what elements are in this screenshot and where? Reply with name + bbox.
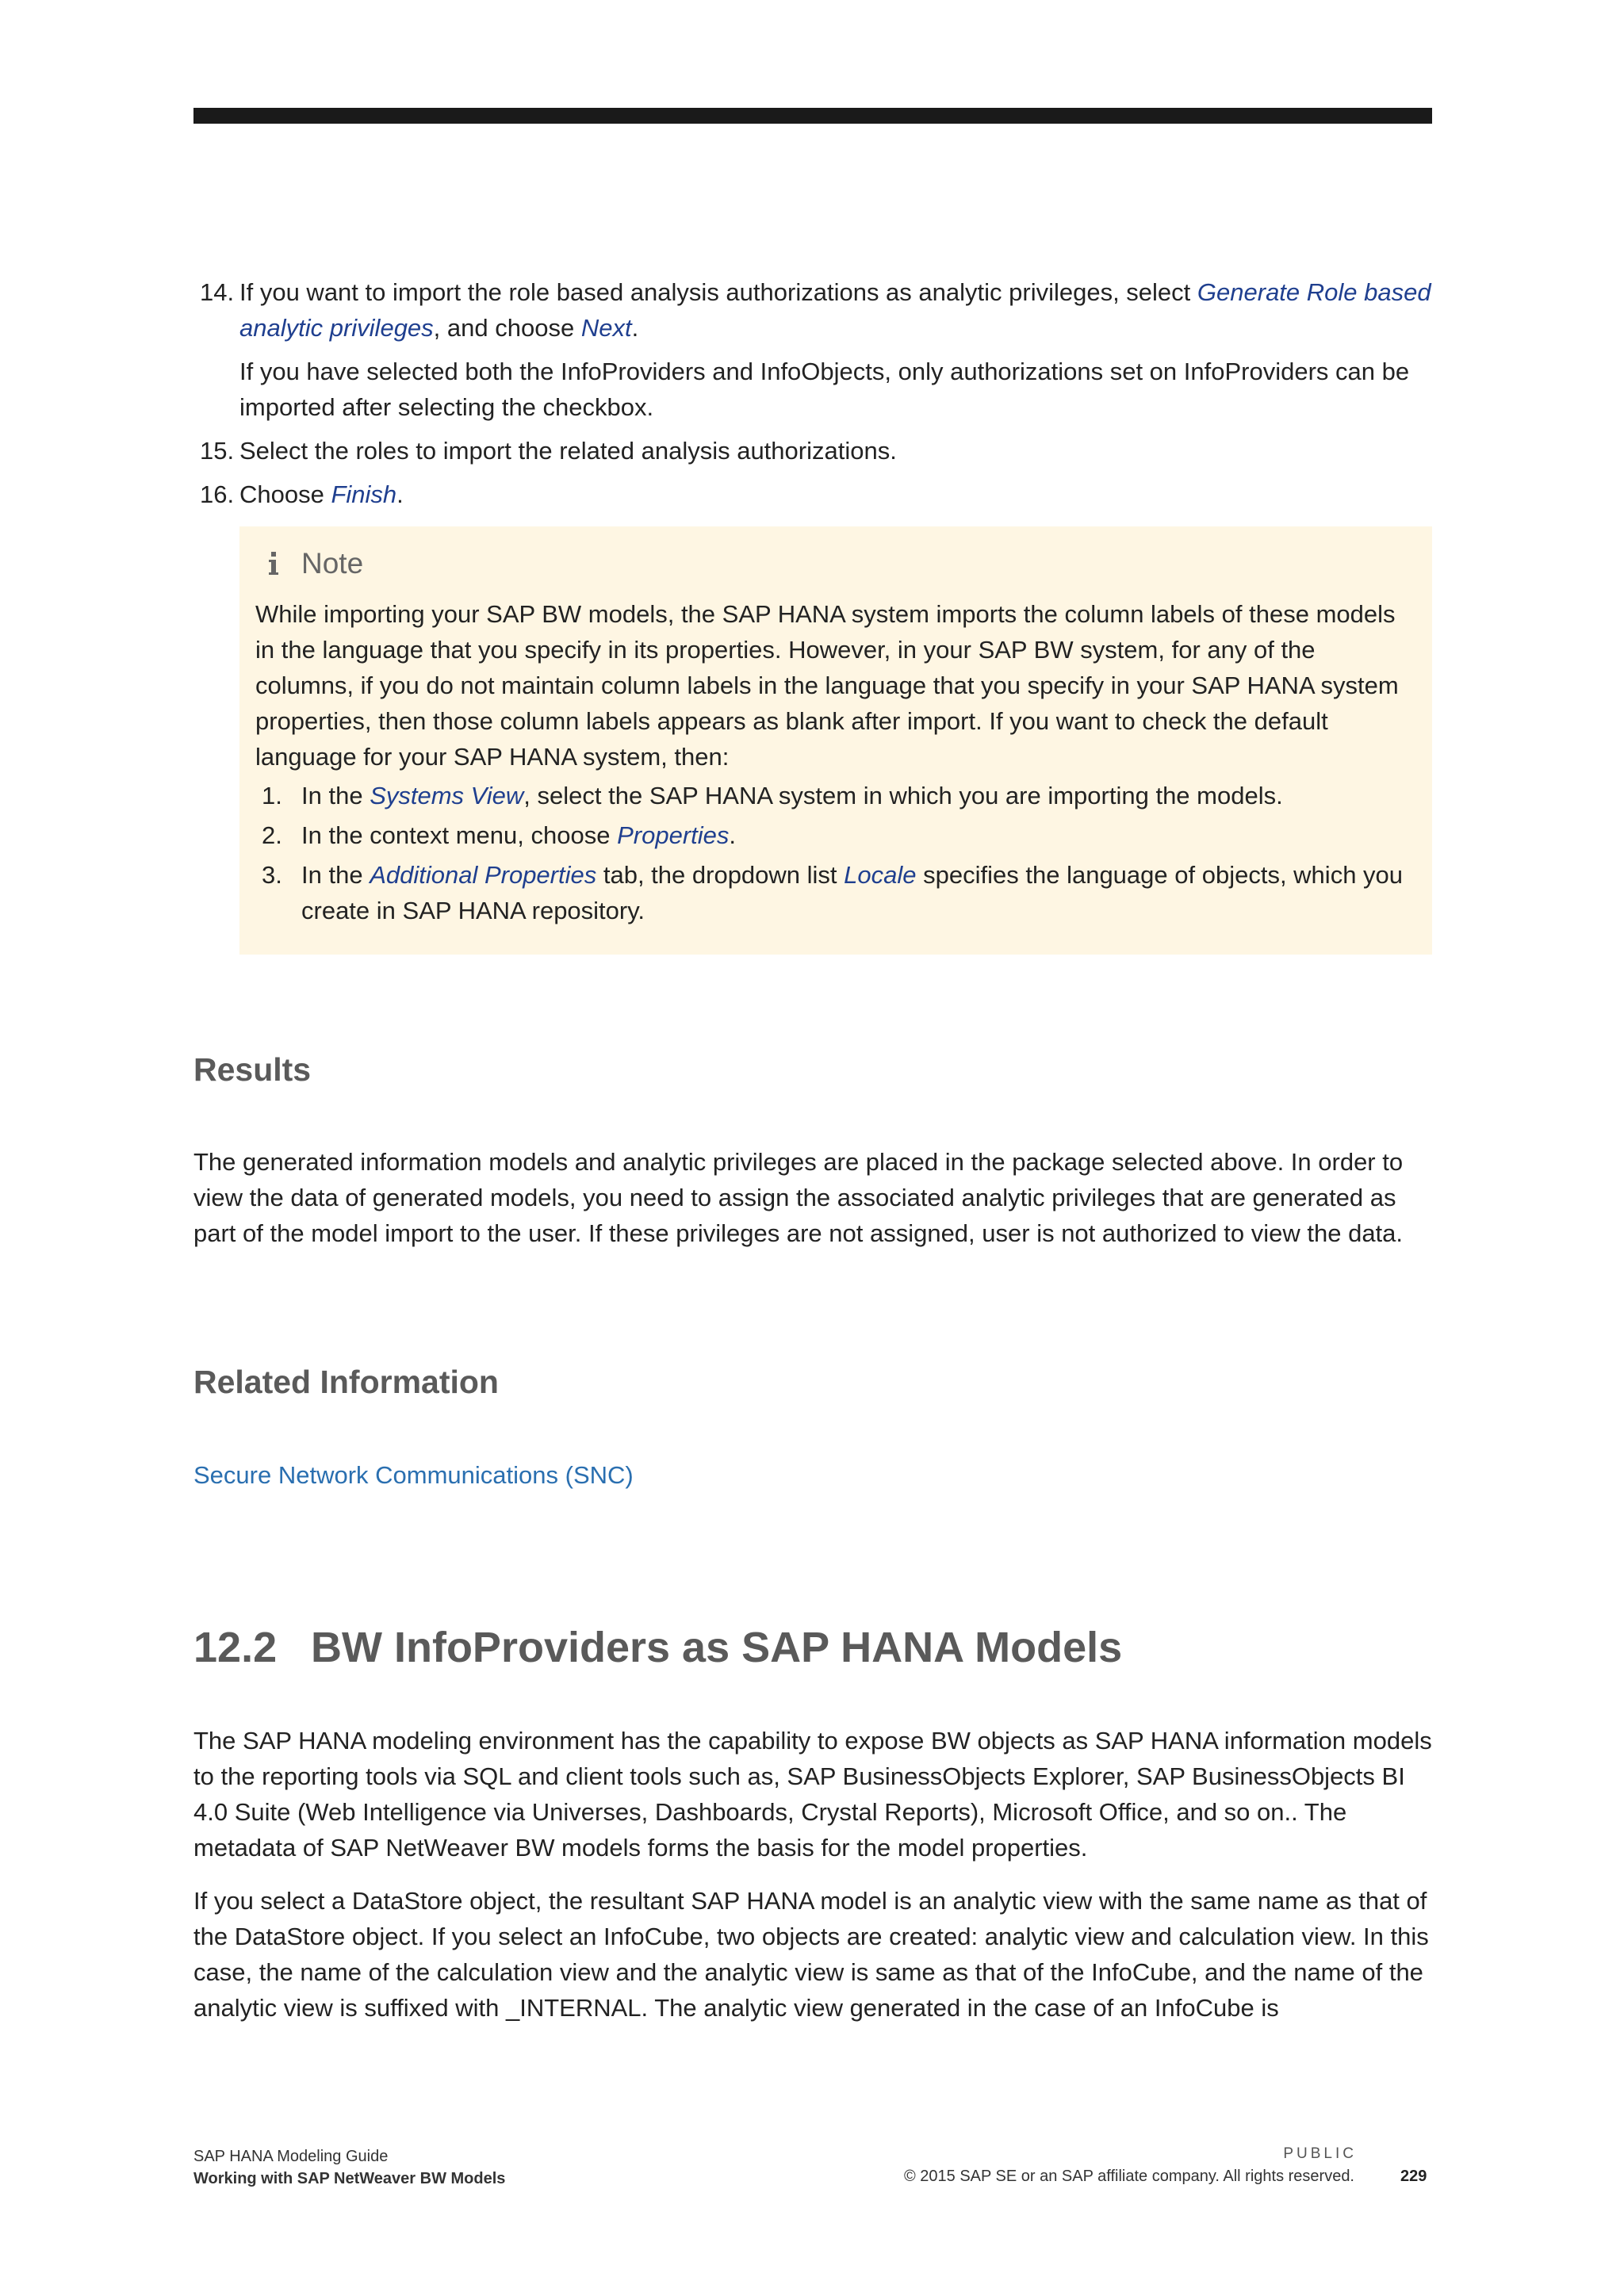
- ui-term-locale: Locale: [844, 861, 917, 889]
- results-heading: Results: [193, 1051, 312, 1088]
- section-paragraph-2: If you select a DataStore object, the resultant SAP HANA model is an analytic view with the same name as that of the DataStore object. If you select an InfoCube, two objects are created: analytic view and calculation view. In this case, the name of the calculation view and the analytic view is same as that of the InfoCube, and the name of the analytic view is suffixed with _INTERNAL. The analytic view generated in the case of an InfoCube is: [193, 1887, 1429, 2022]
- note-header: [255, 547, 1416, 580]
- section-heading: [193, 1623, 1432, 1672]
- step-14: 14. If you want to import the role based analysis authorizations as analytic privileges, select Generate Role based analytic privileges, and choose Next. If you have selected both the InfoProviders and InfoObjects, only authorizations set on InfoProviders can be imported after selecting the checkbox.: [193, 274, 1432, 425]
- related-information-heading: Related Information: [193, 1364, 499, 1400]
- ui-term-additional-properties: Additional Properties: [370, 861, 597, 889]
- ui-term-systems-view: Systems View: [370, 782, 524, 809]
- note-step-1: 1. In the Systems View, select the SAP HANA system in which you are importing the models.: [262, 782, 1283, 809]
- info-icon: [263, 550, 284, 577]
- results-text: The generated information models and analytic privileges are placed in the package selected above. In order to view the data of generated models, you need to assign the associated analytic privileges that are generated as part of the model import to the user. If these privileges are not assigned, user is not authorized to view the data.: [193, 1148, 1404, 1247]
- note-body: While importing your SAP BW models, the SAP HANA system imports the column labels of these models in the language that you specify in its properties. However, in your SAP BW system, for any of the columns, if you do not maintain column labels in the language that you specify in your SAP HANA system properties, then those column labels appears as blank after import. If you want to check the default language for your SAP HANA system, then:: [255, 600, 1399, 771]
- footer-chapter-title: Working with SAP NetWeaver BW Models: [193, 2170, 506, 2187]
- note-step-2: 2. In the context menu, choose Properties.: [262, 821, 737, 849]
- ui-term-generate-role: Generate Role based analytic privileges: [239, 278, 1431, 342]
- page-number: 229: [1400, 2168, 1427, 2185]
- header-rule: [193, 108, 1432, 124]
- ui-term-finish: Finish: [331, 480, 397, 508]
- footer-classification: PUBLIC: [1283, 2145, 1357, 2162]
- step-15: 15. Select the roles to import the related analysis authorizations.: [200, 437, 897, 465]
- page-content: [193, 274, 1432, 2026]
- footer-copyright: © 2015 SAP SE or an SAP affiliate company. All rights reserved.: [903, 2168, 1354, 2185]
- note-step-3: 3. In the Additional Properties tab, the dropdown list Locale specifies the language of objects, which you create in SAP HANA repository.: [262, 861, 1404, 924]
- step-14-detail: If you have selected both the InfoProviders and InfoObjects, only authorizations set on InfoProviders can be imported after selecting the checkbox.: [239, 358, 1410, 421]
- section-paragraph-1: The SAP HANA modeling environment has the capability to expose BW objects as SAP HANA information models to the reporting tools via SQL and client tools such as, SAP BusinessObjects Explorer, SAP BusinessObjects BI 4.0 Suite (Web Intelligence via Universes, Dashboards, Crystal Reports), Microsoft Office, and so on.. The metadata of SAP NetWeaver BW models forms the basis for the model properties.: [193, 1727, 1432, 1862]
- footer-guide-title: SAP HANA Modeling Guide: [193, 2148, 389, 2165]
- note-title: Note: [301, 547, 364, 580]
- note-steps: [255, 778, 1416, 928]
- step-16: 16. Choose Finish.: [200, 480, 404, 508]
- ui-term-properties: Properties: [617, 821, 730, 849]
- section-title: BW InfoProviders as SAP HANA Models: [311, 1624, 1123, 1671]
- section-number: 12.2: [193, 1624, 278, 1671]
- procedure-steps: [193, 274, 1432, 512]
- note-box: [239, 526, 1432, 955]
- snc-link[interactable]: Secure Network Communications (SNC): [193, 1461, 634, 1489]
- footer-document-info: [193, 2145, 505, 2190]
- ui-term-next: Next: [580, 314, 632, 342]
